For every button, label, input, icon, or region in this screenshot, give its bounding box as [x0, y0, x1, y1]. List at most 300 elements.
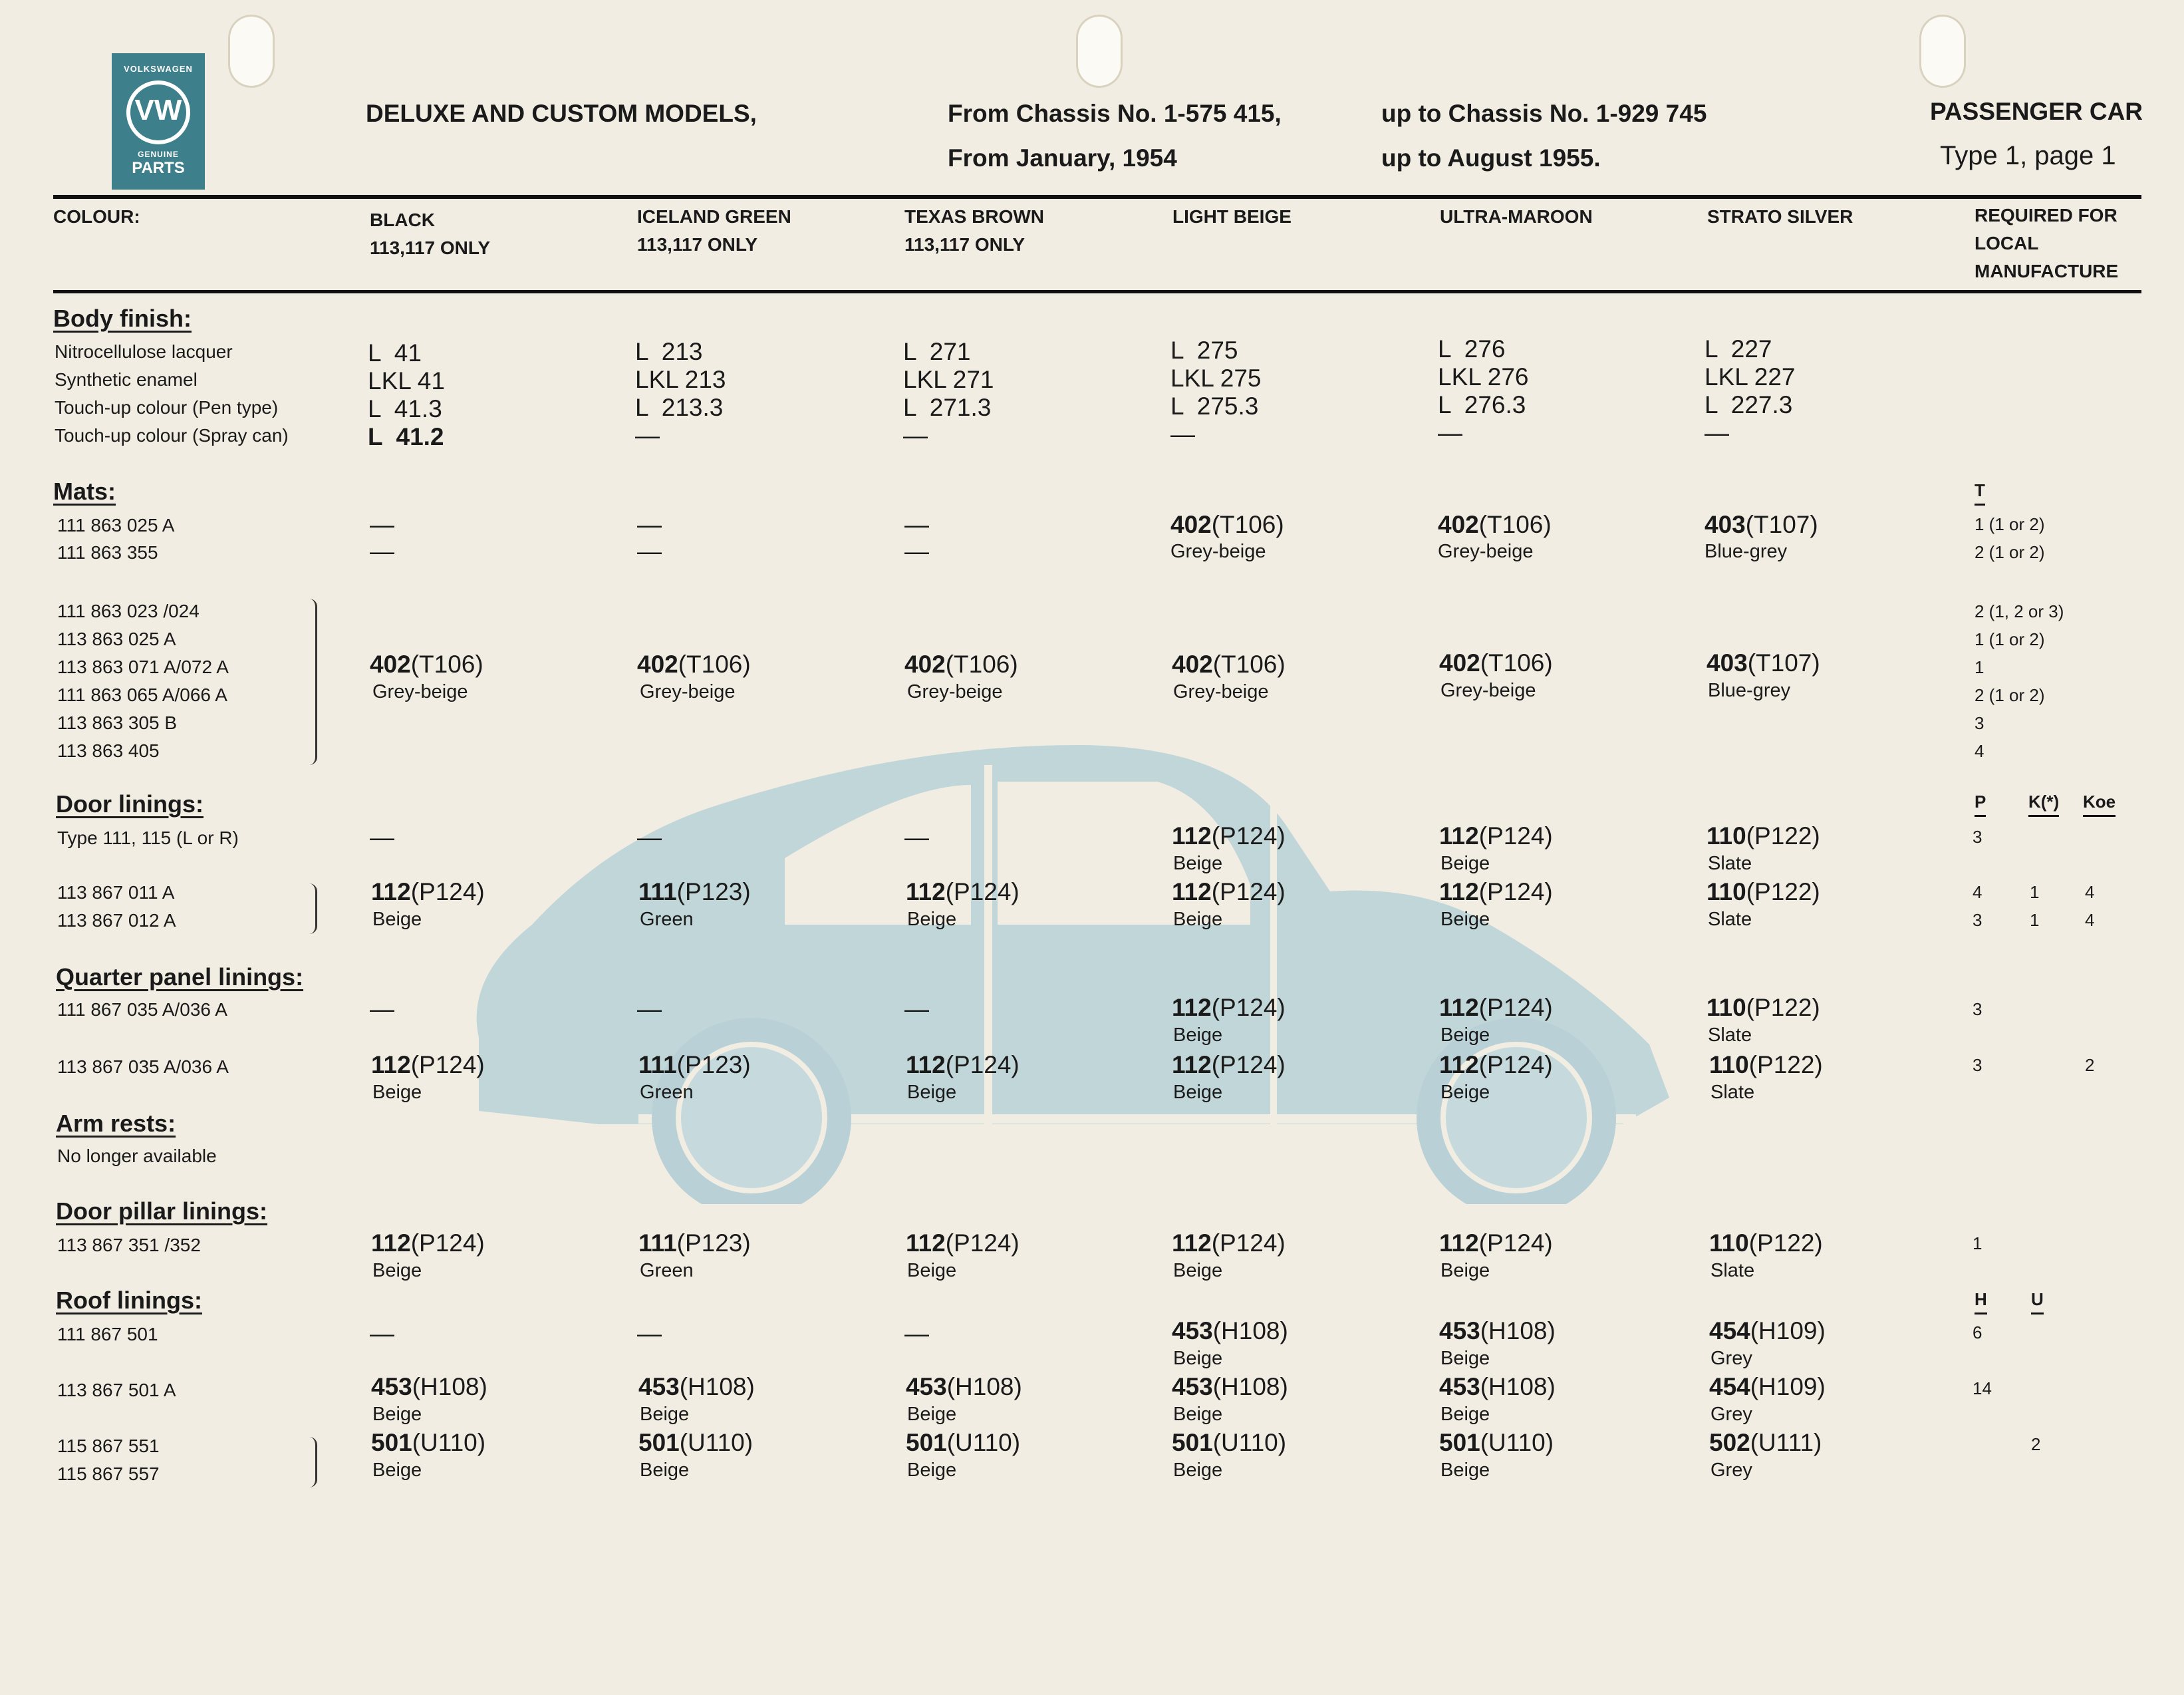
body-label-4: Touch-up colour (Spray can) [55, 425, 289, 446]
roof-maroon-3-sub: Beige [1440, 1460, 1490, 1481]
door-req-3k: 1 [2030, 910, 2040, 930]
quarter-brown-1: — [904, 995, 929, 1022]
to-chassis: up to Chassis No. 1-929 745 [1381, 100, 1707, 127]
mats-req-group [1975, 597, 2064, 765]
ref: (H108) [946, 1373, 1022, 1400]
ref: (P124) [1478, 822, 1553, 849]
col-strato-silver: STRATO SILVER [1707, 206, 1853, 227]
col-texas-brown-name: TEXAS BROWN [904, 206, 1044, 227]
roof-beige-2 [1172, 1373, 1288, 1401]
pillar-green-sub: Green [640, 1260, 694, 1281]
ref: (P123) [676, 1229, 751, 1257]
roof-black-1: — [370, 1320, 394, 1347]
binder-hole [1076, 15, 1123, 88]
mats-req-head-t: T [1975, 480, 1985, 506]
roof-green-3 [638, 1429, 753, 1457]
roof-brown-2-sub: Beige [907, 1404, 957, 1425]
body-brown-3: L 271.3 [903, 394, 992, 421]
pillar-maroon-sub: Beige [1440, 1260, 1490, 1281]
mats-req-b4: 2 (1 or 2) [1975, 685, 2045, 705]
body-black-1: L 41 [368, 339, 422, 367]
code: 112 [1172, 878, 1212, 905]
quarter-silver-1 [1706, 994, 1820, 1022]
roof-part-2: 113 867 501 A [57, 1380, 176, 1400]
quarter-req-2koe: 2 [2085, 1055, 2095, 1075]
pillar-silver [1709, 1229, 1823, 1257]
body-silver-4: — [1705, 419, 1729, 446]
brace-icon [307, 599, 317, 765]
code: 402 [1438, 511, 1479, 538]
ref: (P123) [676, 878, 751, 905]
roof-maroon-1-sub: Beige [1440, 1348, 1490, 1369]
door-part-2: 113 867 011 A [57, 882, 175, 903]
roof-green-3-sub: Beige [640, 1460, 690, 1481]
logo-parts: PARTS [132, 159, 185, 177]
mats-part-2: 111 863 355 [57, 542, 158, 563]
ref: (U110) [679, 1429, 753, 1456]
roof-silver-3-sub: Grey [1710, 1460, 1752, 1481]
roof-beige-1 [1172, 1317, 1288, 1345]
section-door-pillar-linings: Door pillar linings: [56, 1197, 268, 1225]
ref: (P124) [945, 878, 1020, 905]
code: 112 [906, 1229, 946, 1257]
col-texas-brown-note: 113,117 ONLY [904, 234, 1025, 255]
quarter-green-2 [638, 1051, 751, 1079]
ref: (P124) [1211, 822, 1286, 849]
mats-silver-a [1705, 511, 1818, 539]
body-maroon-1: L 276 [1438, 335, 1506, 363]
ref: (P123) [676, 1051, 751, 1078]
colour-label: COLOUR: [53, 206, 140, 227]
col-black-note: 113,117 ONLY [370, 237, 491, 258]
pillar-beige-sub: Beige [1173, 1260, 1223, 1281]
from-date: From January, 1954 [948, 144, 1177, 172]
ref: (U110) [1212, 1429, 1287, 1456]
pillar-black [371, 1229, 485, 1257]
quarter-beige-2 [1172, 1051, 1286, 1079]
door-green-2-sub: Green [640, 909, 694, 930]
code: 110 [1706, 822, 1746, 849]
col-light-beige: LIGHT BEIGE [1172, 206, 1292, 227]
mats-req-b5: 3 [1975, 713, 1984, 733]
code: 402 [1439, 649, 1480, 677]
code: 112 [1172, 994, 1212, 1021]
mats-brown-b-sub: Grey-beige [907, 681, 1003, 702]
section-roof-linings: Roof linings: [56, 1287, 202, 1314]
body-green-2: LKL 213 [635, 366, 726, 393]
quarter-silver-1-sub: Slate [1708, 1024, 1752, 1046]
quarter-brown-2-sub: Beige [907, 1082, 957, 1103]
code: 112 [1439, 822, 1479, 849]
door-maroon-1-sub: Beige [1440, 853, 1490, 874]
roof-silver-1-sub: Grey [1710, 1348, 1752, 1369]
roof-silver-1 [1709, 1317, 1826, 1345]
col-required-line2: LOCAL [1975, 233, 2039, 253]
pillar-black-sub: Beige [372, 1260, 422, 1281]
body-beige-4: — [1170, 420, 1195, 448]
mats-brown-a2: — [904, 538, 929, 565]
door-part-1: Type 111, 115 (L or R) [57, 828, 239, 848]
mats-part-1: 111 863 025 A [57, 515, 175, 536]
section-mats: Mats: [53, 478, 116, 505]
mats-green-a2: — [637, 538, 662, 565]
code: 112 [906, 878, 946, 905]
body-col-texas-brown [903, 338, 994, 450]
door-beige-1-sub: Beige [1173, 853, 1223, 874]
body-col-ultra-maroon [1438, 335, 1528, 447]
mats-brown-a1: — [904, 511, 929, 538]
code: 501 [1172, 1429, 1213, 1456]
pillar-req: 1 [1973, 1233, 1982, 1253]
ref: (T107) [1745, 511, 1818, 538]
door-req-head-k: K(*) [2028, 792, 2059, 817]
vw-emblem-icon [126, 80, 190, 144]
ref: (T106) [1480, 649, 1553, 677]
door-black-1: — [370, 824, 394, 851]
ref: (T106) [1212, 651, 1286, 678]
mats-part-b3: 113 863 071 A/072 A [57, 657, 229, 677]
mats-brown-b [904, 651, 1018, 679]
door-black-2 [371, 878, 485, 906]
ref: (P124) [945, 1051, 1020, 1078]
mats-req-b1: 2 (1, 2 or 3) [1975, 601, 2064, 621]
code: 112 [371, 878, 411, 905]
quarter-beige-1 [1172, 994, 1286, 1022]
quarter-part-1: 111 867 035 A/036 A [57, 999, 227, 1020]
ref: (P122) [1746, 878, 1820, 905]
ref: (T107) [1747, 649, 1820, 677]
ref: (U111) [1750, 1429, 1822, 1456]
door-req-2p: 4 [1973, 882, 1982, 902]
code: 112 [906, 1051, 946, 1078]
mats-req-a1: 1 (1 or 2) [1975, 514, 2045, 534]
mats-part-b6: 113 863 405 [57, 740, 160, 761]
ref: (P122) [1748, 1051, 1823, 1078]
roof-part-3: 115 867 551 [57, 1436, 160, 1456]
mats-beige-a-sub: Grey-beige [1170, 541, 1266, 562]
vw-genuine-parts-logo [112, 53, 205, 190]
quarter-maroon-2 [1439, 1051, 1553, 1079]
section-arm-rests: Arm rests: [56, 1110, 176, 1137]
mats-req-b2: 1 (1 or 2) [1975, 629, 2045, 649]
roof-silver-2 [1709, 1373, 1826, 1401]
roof-brown-3 [906, 1429, 1020, 1457]
ref: (H108) [412, 1373, 487, 1400]
logo-brand: VOLKSWAGEN [124, 64, 193, 74]
code: 501 [906, 1429, 947, 1456]
ref: (H109) [1750, 1317, 1826, 1344]
mats-green-a1: — [637, 511, 662, 538]
header-rule [53, 195, 2141, 199]
mats-beige-b [1172, 651, 1286, 679]
col-iceland-green [637, 203, 791, 259]
code: 112 [1172, 822, 1212, 849]
code: 112 [371, 1051, 411, 1078]
code: 453 [371, 1373, 412, 1400]
quarter-maroon-1-sub: Beige [1440, 1024, 1490, 1046]
pillar-brown [906, 1229, 1020, 1257]
door-req-3koe: 4 [2085, 910, 2095, 930]
ref: (P124) [1211, 878, 1286, 905]
mats-black-b-sub: Grey-beige [372, 681, 468, 702]
door-brown-1: — [904, 824, 929, 851]
mats-silver-b-sub: Blue-grey [1708, 680, 1791, 701]
mats-parts-group [57, 597, 229, 765]
ref: (T106) [678, 651, 751, 678]
roof-req-3: 2 [2031, 1434, 2041, 1454]
door-silver-1-sub: Slate [1708, 853, 1752, 874]
body-col-iceland-green [635, 338, 726, 450]
code: 112 [1172, 1051, 1212, 1078]
body-brown-1: L 271 [903, 338, 971, 365]
body-maroon-3: L 276.3 [1438, 391, 1526, 418]
roof-beige-3 [1172, 1429, 1286, 1457]
code: 110 [1706, 994, 1746, 1021]
roof-green-2-sub: Beige [640, 1404, 690, 1425]
category-title: PASSENGER CAR [1930, 98, 2143, 125]
roof-req-1: 6 [1973, 1322, 1982, 1342]
body-green-1: L 213 [635, 338, 703, 365]
door-req-3p: 3 [1973, 910, 1982, 930]
section-body-finish: Body finish: [53, 305, 192, 332]
mats-maroon-a-sub: Grey-beige [1438, 541, 1534, 562]
door-maroon-2 [1439, 878, 1553, 906]
door-silver-1 [1706, 822, 1820, 850]
mats-part-b5: 113 863 305 B [57, 712, 178, 733]
ref: (P124) [1211, 1051, 1286, 1078]
door-brown-2 [906, 878, 1020, 906]
body-col-black [368, 339, 445, 451]
roof-brown-3-sub: Beige [907, 1460, 957, 1481]
ref: (P124) [1478, 1229, 1553, 1257]
section-door-linings: Door linings: [56, 790, 204, 818]
pillar-part-1: 113 867 351 /352 [57, 1235, 201, 1255]
quarter-maroon-1 [1439, 994, 1553, 1022]
code: 112 [1439, 1229, 1479, 1257]
body-brown-4: — [903, 422, 928, 449]
quarter-req-1: 3 [1973, 999, 1982, 1019]
door-req-head-p: P [1975, 792, 1986, 817]
logo-mark: VW [134, 94, 182, 126]
door-req-1: 3 [1973, 827, 1982, 847]
quarter-beige-1-sub: Beige [1173, 1024, 1223, 1046]
ref: (P124) [410, 1229, 485, 1257]
quarter-part-2: 113 867 035 A/036 A [57, 1056, 229, 1077]
code: 112 [1439, 994, 1479, 1021]
beetle-silhouette-watermark [439, 725, 1729, 1204]
col-texas-brown [904, 203, 1044, 259]
door-part-3: 113 867 012 A [57, 910, 176, 931]
logo-genuine: GENUINE [138, 150, 179, 159]
body-brown-2: LKL 271 [903, 366, 994, 393]
col-iceland-green-note: 113,117 ONLY [637, 234, 758, 255]
code: 112 [1439, 878, 1479, 905]
ref: (P124) [1211, 1229, 1286, 1257]
ref: (P124) [1211, 994, 1286, 1021]
ref: (P122) [1746, 822, 1820, 849]
ref: (H108) [1480, 1373, 1556, 1400]
code: 110 [1709, 1229, 1749, 1257]
code: 453 [1172, 1317, 1213, 1344]
code: 402 [370, 651, 411, 678]
body-col-light-beige [1170, 337, 1261, 448]
ref: (P124) [945, 1229, 1020, 1257]
roof-black-3 [371, 1429, 485, 1457]
door-maroon-1 [1439, 822, 1553, 850]
door-black-2-sub: Beige [372, 909, 422, 930]
roof-brown-1: — [904, 1320, 929, 1347]
ref: (H109) [1750, 1373, 1826, 1400]
door-beige-2 [1172, 878, 1286, 906]
mats-silver-b [1706, 649, 1820, 677]
code: 453 [638, 1373, 680, 1400]
quarter-green-2-sub: Green [640, 1082, 694, 1103]
code: 501 [638, 1429, 680, 1456]
to-date: up to August 1955. [1381, 144, 1601, 172]
mats-req-a2: 2 (1 or 2) [1975, 542, 2045, 562]
quarter-brown-2 [906, 1051, 1020, 1079]
door-green-2 [638, 878, 751, 906]
arm-note: No longer available [57, 1146, 217, 1166]
body-label-3: Touch-up colour (Pen type) [55, 397, 279, 418]
code: 402 [637, 651, 678, 678]
code: 453 [1439, 1317, 1480, 1344]
door-req-2k: 1 [2030, 882, 2040, 902]
door-silver-2 [1706, 878, 1820, 906]
code: 110 [1709, 1051, 1749, 1078]
roof-black-2 [371, 1373, 487, 1401]
col-iceland-green-name: ICELAND GREEN [637, 206, 791, 227]
ref: (P124) [1478, 878, 1553, 905]
body-green-4: — [635, 422, 660, 449]
code: 454 [1709, 1373, 1750, 1400]
mats-part-b1: 111 863 023 /024 [57, 601, 200, 621]
mats-beige-a [1170, 511, 1284, 539]
ref: (U110) [1480, 1429, 1554, 1456]
quarter-black-2 [371, 1051, 485, 1079]
roof-part-1: 111 867 501 [57, 1324, 158, 1344]
code: 112 [1439, 1051, 1479, 1078]
mats-maroon-b [1439, 649, 1553, 677]
door-silver-2-sub: Slate [1708, 909, 1752, 930]
ref: (P124) [1478, 994, 1553, 1021]
body-col-strato-silver [1705, 335, 1795, 447]
pillar-brown-sub: Beige [907, 1260, 957, 1281]
body-beige-2: LKL 275 [1170, 365, 1262, 392]
section-quarter-panel-linings: Quarter panel linings: [56, 963, 304, 991]
door-req-head-koe: Koe [2083, 792, 2116, 817]
pillar-beige [1172, 1229, 1286, 1257]
ref: (T106) [410, 651, 483, 678]
mats-green-b [637, 651, 751, 679]
body-black-3: L 41.3 [368, 395, 442, 422]
code: 403 [1706, 649, 1748, 677]
columns-rule [53, 290, 2141, 293]
code: 403 [1705, 511, 1746, 538]
body-silver-3: L 227.3 [1705, 391, 1793, 418]
roof-maroon-1 [1439, 1317, 1556, 1345]
ref: (H108) [1212, 1317, 1288, 1344]
pillar-silver-sub: Slate [1710, 1260, 1755, 1281]
roof-beige-1-sub: Beige [1173, 1348, 1223, 1369]
door-req-2koe: 4 [2085, 882, 2095, 902]
mats-beige-b-sub: Grey-beige [1173, 681, 1269, 702]
quarter-beige-2-sub: Beige [1173, 1082, 1223, 1103]
mats-maroon-a [1438, 511, 1552, 539]
code: 111 [638, 878, 677, 905]
ref: (T106) [945, 651, 1018, 678]
ref: (P122) [1748, 1229, 1823, 1257]
roof-silver-2-sub: Grey [1710, 1404, 1752, 1425]
mats-black-a2: — [370, 538, 394, 565]
from-chassis: From Chassis No. 1-575 415, [948, 100, 1282, 127]
mats-black-a1: — [370, 511, 394, 538]
body-label-2: Synthetic enamel [55, 369, 198, 390]
ref: (H108) [679, 1373, 755, 1400]
roof-req-head-u: U [2031, 1289, 2044, 1314]
door-beige-1 [1172, 822, 1286, 850]
body-label-1: Nitrocellulose lacquer [55, 341, 233, 362]
body-silver-1: L 227 [1705, 335, 1772, 363]
body-maroon-2: LKL 276 [1438, 363, 1529, 390]
code: 454 [1709, 1317, 1750, 1344]
roof-beige-2-sub: Beige [1173, 1404, 1223, 1425]
code: 112 [1172, 1229, 1212, 1257]
roof-beige-3-sub: Beige [1173, 1460, 1223, 1481]
body-beige-3: L 275.3 [1170, 392, 1259, 420]
code: 453 [1439, 1373, 1480, 1400]
binder-hole [1919, 15, 1966, 88]
body-black-4: L 41.2 [368, 423, 444, 450]
roof-brown-2 [906, 1373, 1022, 1401]
roof-req-head-h: H [1975, 1289, 1987, 1314]
quarter-silver-2-sub: Slate [1710, 1082, 1755, 1103]
mats-part-b4: 111 863 065 A/066 A [57, 685, 227, 705]
body-maroon-4: — [1438, 419, 1462, 446]
code: 502 [1709, 1429, 1750, 1456]
roof-maroon-2-sub: Beige [1440, 1404, 1490, 1425]
brace-icon [307, 883, 317, 934]
col-black-name: BLACK [370, 210, 435, 230]
col-required [1975, 202, 2118, 285]
col-required-line3: MANUFACTURE [1975, 261, 2119, 281]
mats-black-b [370, 651, 483, 679]
ref: (P122) [1746, 994, 1820, 1021]
code: 453 [1172, 1373, 1213, 1400]
ref: (H108) [1480, 1317, 1556, 1344]
door-green-1: — [637, 824, 662, 851]
col-required-line1: REQUIRED FOR [1975, 205, 2117, 226]
pillar-maroon [1439, 1229, 1553, 1257]
body-green-3: L 213.3 [635, 394, 724, 421]
col-black [370, 206, 490, 262]
quarter-green-1: — [637, 995, 662, 1022]
quarter-maroon-2-sub: Beige [1440, 1082, 1490, 1103]
roof-green-1: — [637, 1320, 662, 1347]
models-title: DELUXE AND CUSTOM MODELS, [366, 100, 757, 127]
col-ultra-maroon: ULTRA-MAROON [1440, 206, 1593, 227]
roof-part-4: 115 867 557 [57, 1464, 160, 1484]
ref: (P124) [410, 878, 485, 905]
code: 453 [906, 1373, 947, 1400]
mats-part-b2: 113 863 025 A [57, 629, 176, 649]
code: 501 [1439, 1429, 1480, 1456]
page-number: Type 1, page 1 [1940, 141, 2116, 170]
body-silver-2: LKL 227 [1705, 363, 1796, 390]
ref: (T106) [1211, 511, 1284, 538]
code: 501 [371, 1429, 412, 1456]
ref: (P124) [410, 1051, 485, 1078]
